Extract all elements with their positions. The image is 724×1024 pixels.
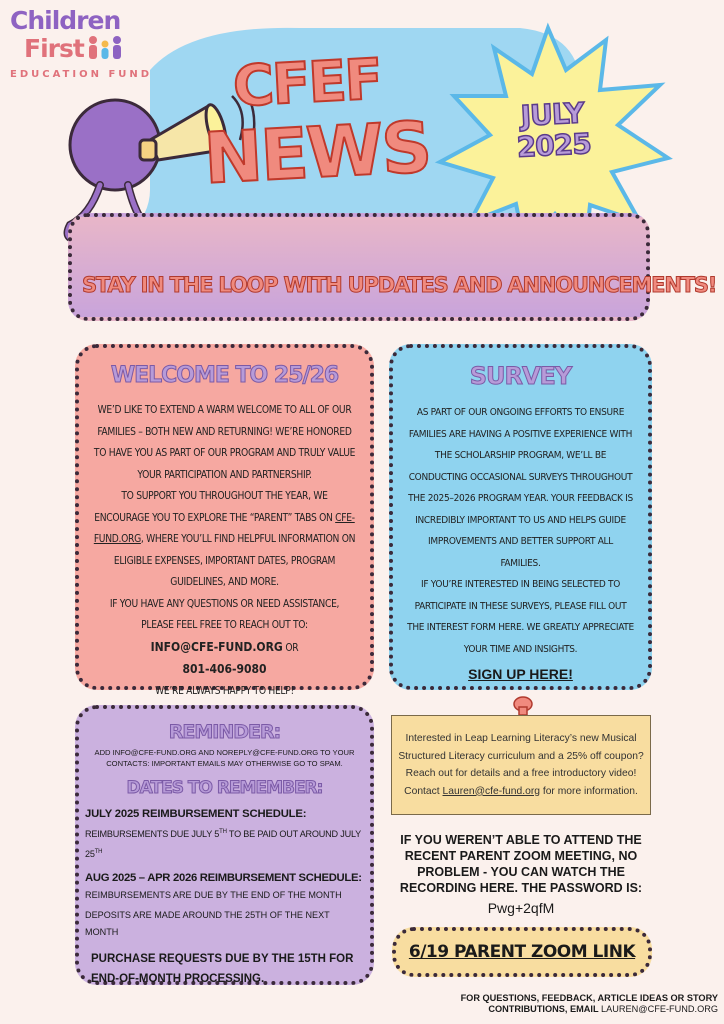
cfe-fund-link[interactable]: CFE-FUND.ORG [93,512,355,545]
survey-signup-link[interactable]: SIGN UP HERE! [468,666,573,682]
logo-word-first: First [24,33,84,63]
welcome-para-2-end: , WHERE YOU’LL FIND HELPFUL INFORMATION ON ELIGIBLE EXPENSES, IMPORTANT DATES, PROGRAM GUIDELINES, AND MORE. [113,534,356,588]
survey-body [407,402,634,660]
welcome-or: OR [282,642,299,654]
welcome-closing: WE’RE ALWAYS HAPPY TO HELP! [155,685,294,697]
footer-line-1: FOR QUESTIONS, FEEDBACK, ARTICLE IDEAS OR STORY [460,993,718,1003]
welcome-para-1: WE’D LIKE TO EXTEND A WARM WELCOME TO ALL OF OUR FAMILIES – BOTH NEW AND RETURNING! WE’RE HONORED TO HAVE YOU AS PART OF OUR PROGRAM AND TRULY VALUE YOUR PARTICIPATION AND PARTNERSHIP. [93,405,356,481]
july-text-b: TO BE PAID OUT AROUND JULY 25 [85,829,361,860]
issue-year: 2025 [515,127,592,164]
july-text-a: REIMBURSEMENTS DUE JULY 5 [85,829,220,840]
family-figures-icon [84,33,126,63]
reminder-card [75,705,374,985]
tagline-banner [68,213,717,321]
purchase-requests-note: PURCHASE REQUESTS DUE BY THE 15TH FOR END-OF-MONTH PROCESSING. [91,953,354,986]
masthead-cfef: CFEF [231,47,383,120]
note-text-start: Interested in Leap Learning Literacy’s new Musical Structured Literacy curriculum and a 25% off coupon? Reach out for details and a free introductory video! Contact [398,733,644,797]
welcome-para-2-start: TO SUPPORT YOU THROUGHOUT THE YEAR, WE ENCOURAGE YOU TO EXPLORE THE “PARENT” TABS ON [94,491,336,524]
tagline-text: STAY IN THE LOOP WITH UPDATES AND ANNOUNCEMENTS! [82,273,717,297]
aug-schedule-line-1: REIMBURSEMENTS ARE DUE BY THE END OF THE MONTH [85,890,342,901]
welcome-para-2 [93,486,356,594]
aug-schedule-heading: AUG 2025 – APR 2026 REIMBURSEMENT SCHEDULE: [85,872,362,885]
masthead-news: NEWS [201,106,433,200]
july-schedule-text [85,823,364,863]
july-sup-2: TH [94,849,103,856]
literacy-note [391,715,651,815]
logo-word-children: Children [10,6,121,35]
july-schedule-heading: JULY 2025 REIMBURSEMENT SCHEDULE: [85,808,307,820]
welcome-para-3: IF YOU HAVE ANY QUESTIONS OR NEED ASSISTANCE, PLEASE FEEL FREE TO REACH OUT TO: [109,598,340,631]
footer-email[interactable]: LAUREN@CFE-FUND.ORG [600,1004,718,1014]
july-sup-1: TH [219,829,227,835]
zoom-password: Pwg+2qfM [487,900,555,916]
reminder-text: ADD INFO@CFE-FUND.ORG AND NOREPLY@CFE-FUND.ORG TO YOUR CONTACTS: IMPORTANT EMAILS MAY OTHERWISE GO TO SPAM. [94,748,355,768]
reminder-title: REMINDER: [168,721,281,743]
phone-number: 801-406-9080 [182,662,267,676]
footer-line-2-text: CONTRIBUTIONS, EMAIL [488,1004,601,1014]
welcome-title: WELCOME TO 25/26 [110,363,339,388]
zoom-recording-text: IF YOU WEREN’T ABLE TO ATTEND THE RECENT PARENT ZOOM MEETING, NO PROBLEM - YOU CAN WATCH THE RECORDING HERE. THE PASSWORD IS: [399,833,643,895]
survey-card [389,344,652,690]
survey-para-1: AS PART OF OUR ONGOING EFFORTS TO ENSURE FAMILIES ARE HAVING A POSITIVE EXPERIENCE WITH THE SCHOLARSHIP PROGRAM, WE’LL BE CONDUCTING OCCASIONAL SURVEYS THROUGHOUT THE 2025–2026 PROGRAM YEAR. YOUR FEEDBACK IS INCREDIBLY IMPORTANT TO US AND HELPS GUIDE IMPROVEMENTS AND BETTER SUPPORT ALL FAMILIES. [408,407,633,569]
dates-title: DATES TO REMEMBER: [126,778,323,798]
welcome-body [93,400,356,702]
issue-month: JULY [519,96,585,133]
children-first-logo [10,8,160,88]
logo-subtitle: EDUCATION FUND [10,69,153,80]
footer-line-2 [400,1004,718,1015]
zoom-link-button[interactable]: 6/19 PARENT ZOOM LINK [392,927,652,977]
lauren-email-link[interactable]: Lauren@cfe-fund.org [442,785,540,797]
note-text-end: for more information. [539,785,638,797]
footer-contact [400,993,718,1015]
aug-schedule-line-2: DEPOSITS ARE MADE AROUND THE 25TH OF THE NEXT MONTH [85,910,330,938]
welcome-card [75,344,374,697]
survey-para-2: IF YOU’RE INTERESTED IN BEING SELECTED TO PARTICIPATE IN THESE SURVEYS, PLEASE FILL OUT THE INTEREST FORM HERE. WE GREATLY APPRECIATE YOUR TIME AND INSIGHTS. [407,579,634,655]
issue-date [496,97,609,165]
info-email[interactable]: INFO@CFE-FUND.ORG [150,639,283,654]
survey-title: SURVEY [469,362,572,390]
